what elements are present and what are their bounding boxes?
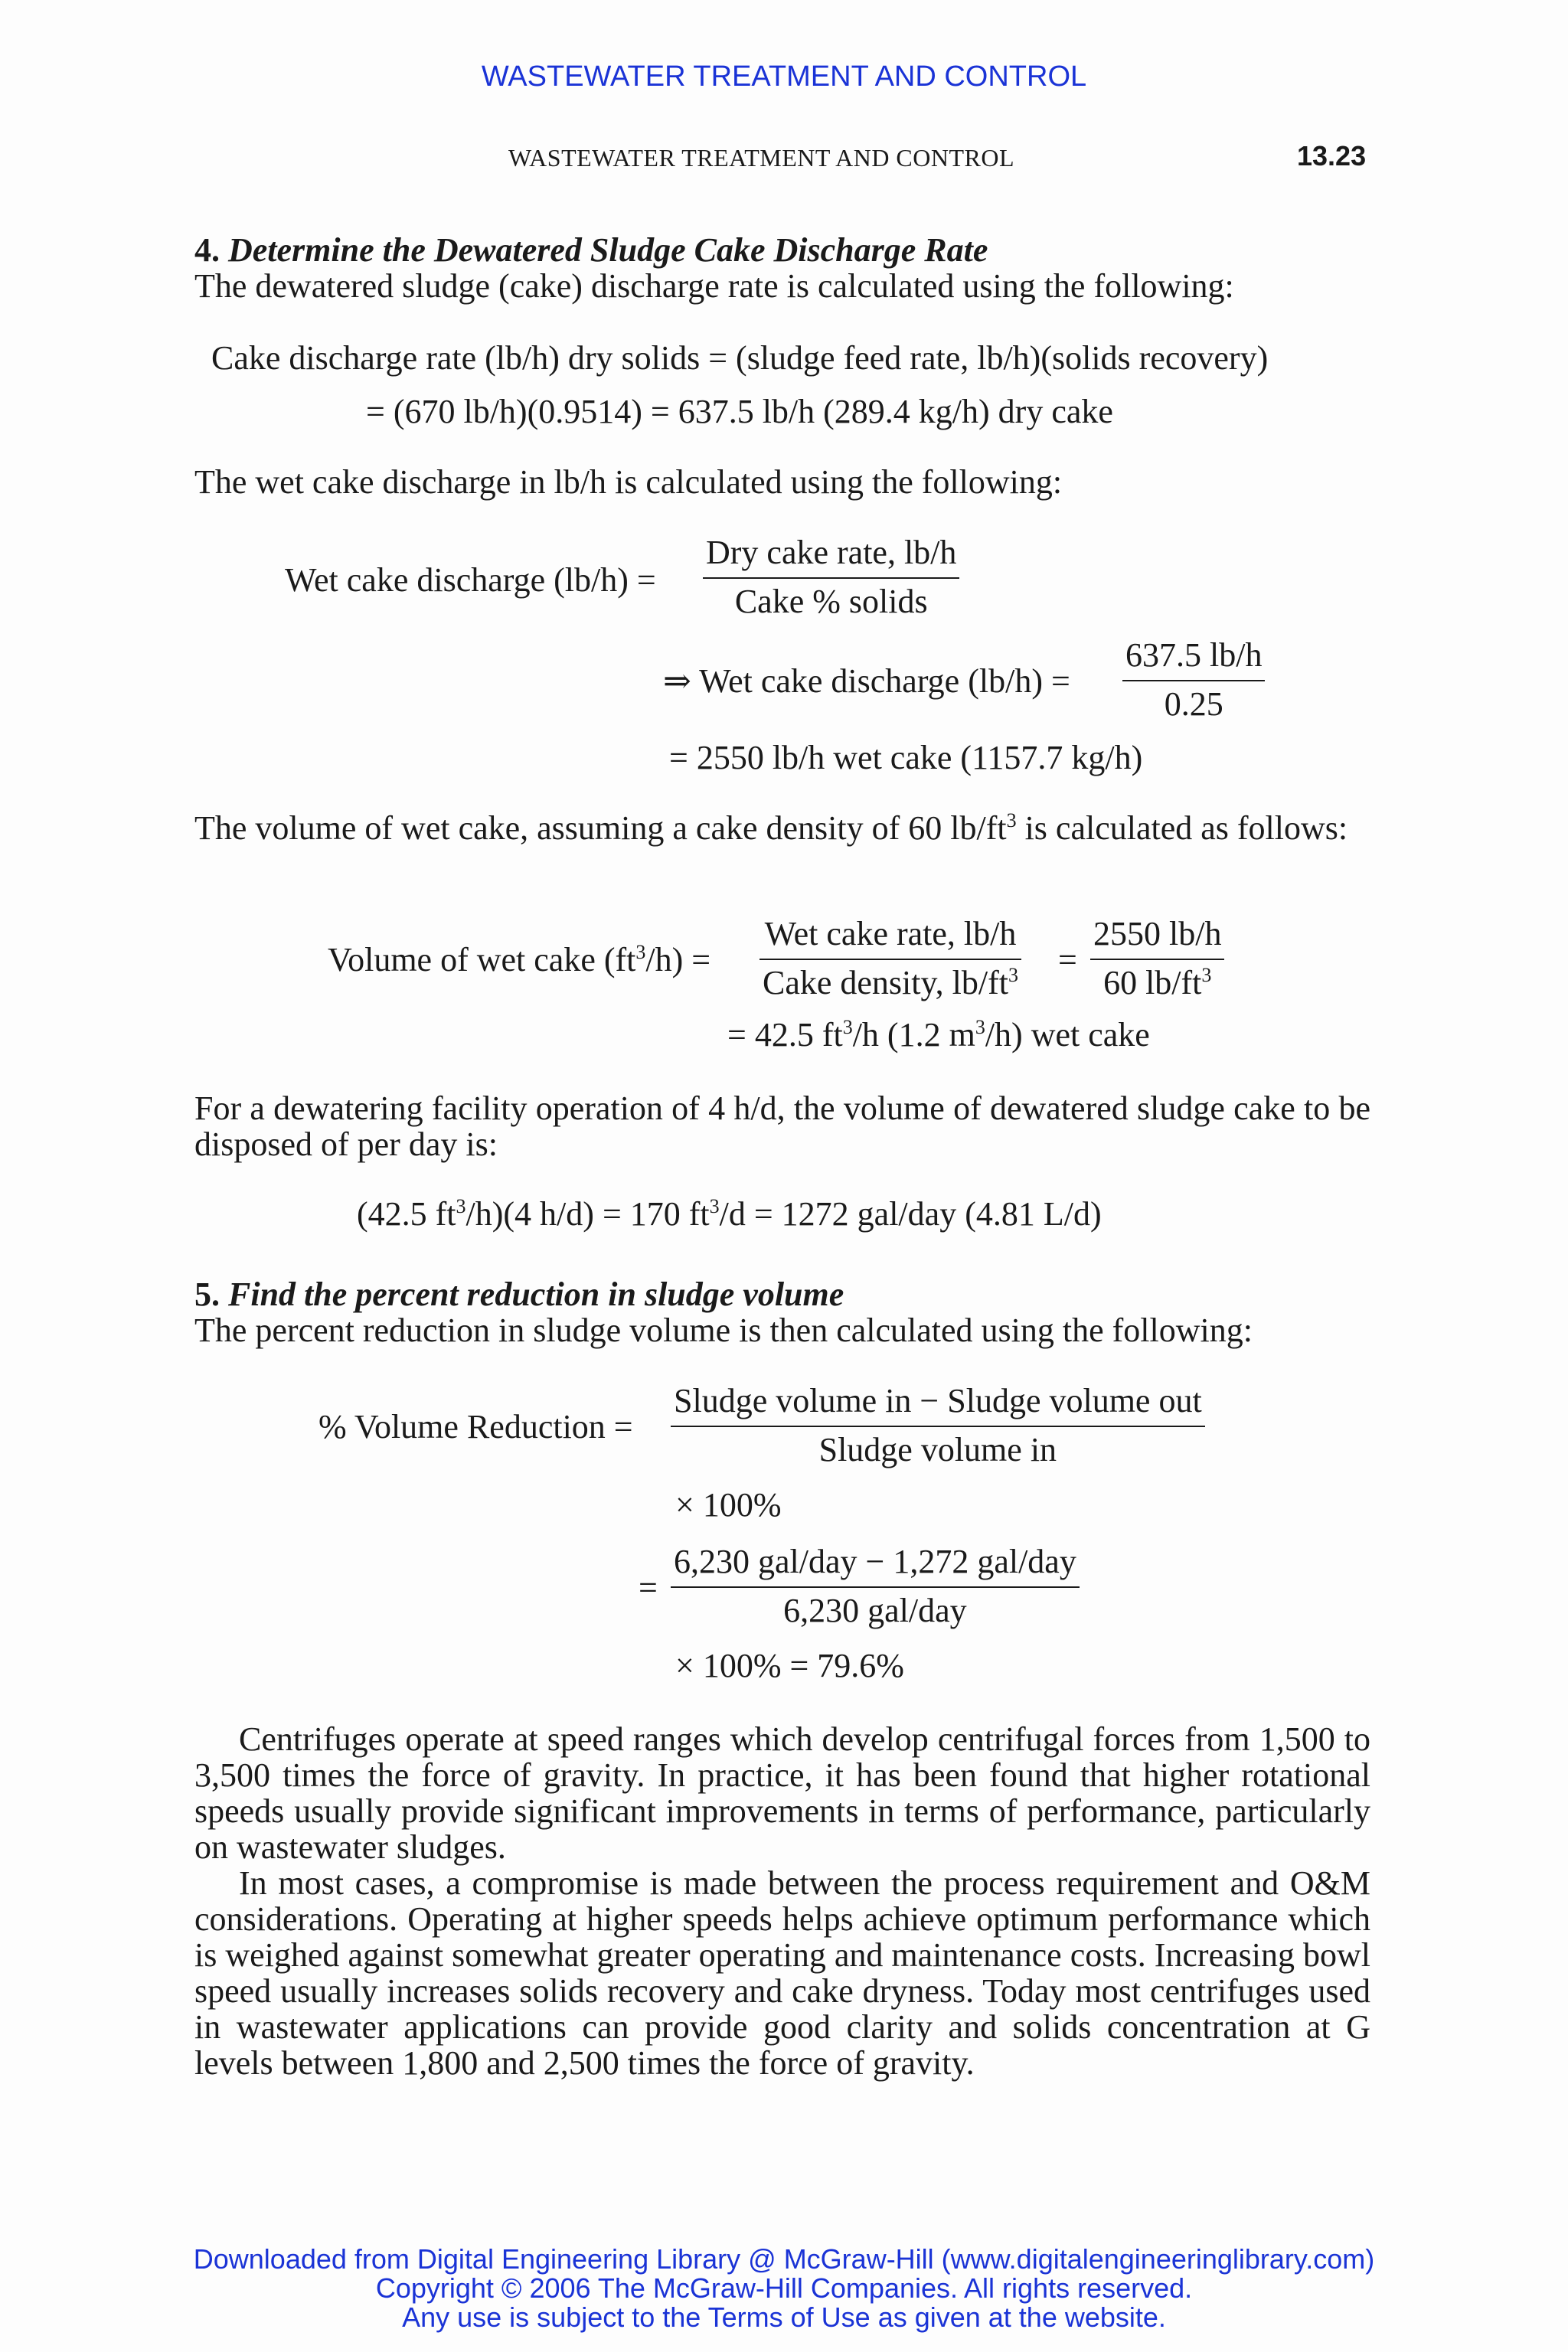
step5-intro: The percent reduction in sludge volume is then calculated using the following:: [194, 1312, 1253, 1349]
volume-intro-text-a: The volume of wet cake, assuming a cake density of 60 lb/ft: [194, 809, 1007, 847]
step5-title: Find the percent reduction in sludge volume: [228, 1276, 844, 1313]
eq-wet-cake-value-lhs: ⇒ Wet cake discharge (lb/h) =: [663, 662, 1070, 700]
fraction-denominator: Sludge volume in: [818, 1431, 1057, 1468]
footer-terms[interactable]: Any use is subject to the Terms of Use as given at the website.: [402, 2301, 1166, 2333]
footer-copyright[interactable]: Copyright © 2006 The McGraw-Hill Companies. All rights reserved.: [375, 2272, 1193, 2304]
facility-paragraph: [194, 1090, 1370, 1162]
eq-cake-discharge-line2: = (670 lb/h)(0.9514) = 637.5 lb/h (289.4 kg/h) dry cake: [366, 393, 1113, 430]
step4-title: Determine the Dewatered Sludge Cake Discharge Rate: [228, 231, 988, 269]
eq-volume-lhs-a: Volume of wet cake (ft: [328, 941, 636, 978]
fraction-denominator: 60 $lb/ft^3$: [1103, 964, 1212, 1001]
fraction-numerator: 6,230 gal/day − 1,272 gal/day: [674, 1543, 1076, 1580]
eq-volume-lhs-b: /h) =: [645, 941, 711, 978]
footer-download-link[interactable]: Downloaded from Digital Engineering Library @ McGraw-Hill (www.digitalengineeringlibrary.com): [193, 2243, 1375, 2275]
fraction-bar: [760, 959, 1021, 960]
body-paragraphs: [194, 1721, 1370, 2081]
volume-intro-text-b: is calculated as follows:: [1016, 809, 1348, 847]
eq-volume-reduction-lhs: % Volume Reduction =: [318, 1408, 633, 1446]
fraction-bar: [671, 1586, 1080, 1588]
eq-volume-result: = 42.5 $ft^3/h$ (1.2 $m^3/h$) wet cake: [727, 1016, 1150, 1054]
eq-volume-equals: =: [1058, 941, 1077, 978]
fraction-bar: [1122, 680, 1265, 681]
fraction-bar: [1090, 959, 1224, 960]
eq-wet-cake-lhs: Wet cake discharge (lb/h) =: [285, 561, 656, 599]
fraction-denominator: 6,230 gal/day: [783, 1592, 967, 1629]
fraction-denominator: Cake % solids: [734, 583, 928, 620]
eq-volume-reduction-times: × 100%: [675, 1486, 782, 1524]
top-chapter-link[interactable]: WASTEWATER TREATMENT AND CONTROL: [481, 60, 1087, 93]
eq-wet-cake-result: = 2550 lb/h wet cake (1157.7 kg/h): [669, 739, 1143, 776]
eq-volume-reduction-value-lhs: =: [639, 1569, 658, 1606]
step5-heading: [194, 1276, 844, 1314]
fraction-numerator: Sludge volume in − Sludge volume out: [674, 1382, 1202, 1419]
running-head-title: WASTEWATER TREATMENT AND CONTROL: [508, 144, 1015, 172]
volume-intro-paragraph: [194, 810, 1370, 846]
eq-wet-cake-value-fraction: [1122, 637, 1265, 723]
eq-volume-fraction2: [1090, 916, 1224, 1001]
fraction-numerator: 2550 lb/h: [1093, 915, 1222, 952]
fraction-bar: [703, 577, 959, 579]
eq-cake-discharge-line1: Cake discharge rate (lb/h) dry solids = (sludge feed rate, lb/h)(solids recovery): [211, 339, 1269, 377]
eq-wet-cake-fraction: [703, 534, 959, 620]
fraction-numerator: 637.5 lb/h: [1125, 636, 1263, 674]
page-number: 13.23: [1297, 140, 1367, 172]
fraction-denominator: 0.25: [1164, 685, 1223, 723]
superscript: 3: [635, 941, 646, 963]
facility-text: For a dewatering facility operation of 4 h/d, the volume of dewatered sludge cake to be disposed of per day is:: [194, 1089, 1370, 1163]
eq-daily-volume: (42.5 $ft^3/h)(4$ h/d) = 170 $ft^3/d = 1272$ gal/day (4.81 L/d): [357, 1195, 1102, 1233]
fraction-numerator: Dry cake rate, lb/h: [706, 534, 957, 571]
paragraph-centrifuge-speeds: Centrifuges operate at speed ranges which develop centrifugal forces from 1,500 to 3,500 times the force of gravity. In practice, it has been found that higher rotational speeds usually provide significant improvements in terms of performance, particularly on wastewater sludges.: [194, 1720, 1370, 1866]
fraction-numerator: Wet cake rate, lb/h: [764, 915, 1017, 952]
fraction-bar: [671, 1426, 1205, 1427]
paragraph-compromise: In most cases, a compromise is made between the process requirement and O&M considerations. Operating at higher speeds helps achieve optimum performance which is weighed against somewhat greater operating and maintenance costs. Increasing bowl speed usually increases solids recovery and cake dryness. Today most centrifuges used in wastewater applications can provide good clarity and solids concentration at G levels between 1,800 and 2,500 times the force of gravity.: [194, 1864, 1370, 2082]
eq-volume-fraction1: [760, 916, 1021, 1001]
superscript: 3: [1006, 809, 1017, 831]
eq-volume-lhs: [328, 942, 710, 978]
eq-volume-reduction-fraction: [671, 1383, 1205, 1468]
fraction-denominator: Cake density, $lb/ft^3$: [763, 964, 1018, 1001]
step4-number: 4.: [194, 231, 220, 269]
step4-intro: The dewatered sludge (cake) discharge rate is calculated using the following:: [194, 267, 1234, 305]
wet-cake-intro: The wet cake discharge in lb/h is calculated using the following:: [194, 463, 1063, 501]
eq-volume-reduction-value-fraction: [671, 1544, 1080, 1629]
eq-volume-reduction-result: × 100% = 79.6%: [675, 1647, 904, 1684]
step4-heading: [194, 231, 988, 270]
step5-number: 5.: [194, 1276, 220, 1313]
